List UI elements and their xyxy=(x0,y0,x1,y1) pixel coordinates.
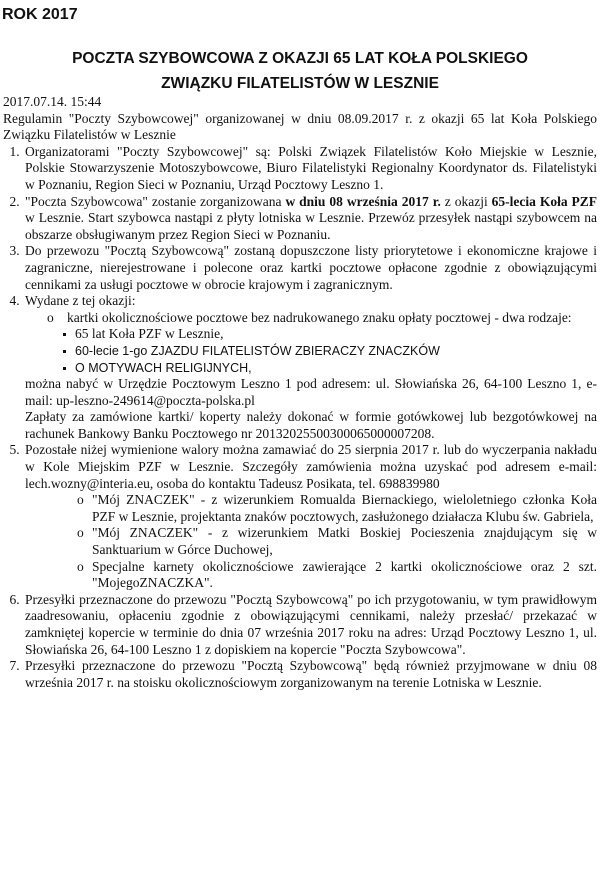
card-type-2: 60-lecie 1-go ZJAZDU FILATELISTÓW ZBIERACZY ZNACZKÓW xyxy=(63,343,597,360)
item-6-text: Przesyłki przeznaczone do przewozu "Pocztą Szybowcową" po ich przygotowaniu, w tym prawidłowym zaadresowaniu, opłaceniu zgodnie z obowiązującymi cennikami, należy przesłać/ przekazać w zamkniętej kopercie w terminie do dnia 07 września 2017 roku na adres: Urząd Pocztowy Leszno 1, ul. Słowiańska 26, 64-100 Leszno 1 z dopiskiem na kopercie "Poczta Szybowcowa". xyxy=(25,591,597,657)
card-type-3: O MOTYWACH RELIGIJNYCH, xyxy=(63,360,597,377)
item-1-text: Organizatorami "Poczty Szybowcowej" są: Polski Związek Filatelistów Koło Miejskie w Lesznie, Polskie Stowarzyszenie Motoszybowcowe, Biuro Filatelistyki Regionalny Koordynator ds. Filatelistyki w Poznaniu, Region Sieci w Poznaniu, Urząd Pocztowy Leszno 1. xyxy=(25,143,597,192)
list-item-6 xyxy=(23,592,597,658)
item-2-date: w dniu 08 września 2017 r. xyxy=(285,193,441,209)
intro-paragraph: Regulamin "Poczty Szybowcowej" organizowanej w dniu 08.09.2017 r. z okazji 65 lat Koła Polskiego Związku Filatelistów w Lesznie xyxy=(3,110,597,143)
year-heading: ROK 2017 xyxy=(2,6,78,23)
item-2-text-a: "Poczta Szybowcowa" zostanie zorganizowana xyxy=(25,193,286,209)
list-item-2 xyxy=(23,194,597,244)
list-item-3 xyxy=(23,243,597,293)
item-4-purchase-info: można nabyć w Urzędzie Pocztowym Leszno 1 pod adresem: ul. Słowiańska 26, 64-100 Leszno 1, e-mail: up-leszno-249614@poczta-polska.pl xyxy=(25,376,597,408)
item-4-payment-info: Zapłaty za zamówione kartki/ koperty należy dokonać w formie gotówkowej lub bezgotówkowej na rachunek Bankowy Banku Pocztowego nr 20132025500300065000007208. xyxy=(25,409,597,441)
list-item-1 xyxy=(23,144,597,194)
item-5-sub-2: o "Mój ZNACZEK" - z wizerunkiem Matki Boskiej Pocieszenia znajdującym się w Sanktuarium w Górce Duchowej, xyxy=(37,525,597,558)
list-item-4 xyxy=(23,293,597,442)
item-4-sublist xyxy=(25,310,597,327)
item-3-text: Do przewozu "Pocztą Szybowcową" zostaną dopuszczone listy priorytetowe i ekonomiczne krajowe i zagraniczne, nierejestrowane i polecone oraz kartki pocztowe opłacone zgodnie z obowiązującymi cennikami za usługi pocztowe w obrocie krajowym i zagranicznym. xyxy=(25,243,597,292)
card-types-list xyxy=(25,326,597,376)
item-2-anniversary: 65-lecia Koła PZF xyxy=(491,193,598,209)
list-item-7 xyxy=(23,658,597,691)
timestamp: 2017.07.14. 15:44 xyxy=(3,94,102,109)
regulations-list xyxy=(3,144,597,692)
article-body xyxy=(3,94,597,691)
item-5-sub-3: o Specjalne karnety okolicznościowe zawierające 2 kartki okolicznościowe oraz 2 szt. "MojegoZNACZKA". xyxy=(37,559,597,592)
item-2-text-e: w Lesznie. Start szybowca nastąpi z płyty lotniska w Lesznie. Przewóz przesyłek nastąpi szybowcem na obszarze obsługiwanym przez Region Sieci w Poznaniu. xyxy=(25,210,597,242)
title-line-2: ZWIĄZKU FILATELISTÓW W LESZNIE xyxy=(161,75,439,92)
title-line-1: POCZTA SZYBOWCOWA Z OKAZJI 65 LAT KOŁA POLSKIEGO xyxy=(72,50,528,67)
item-2-text-c: z okazji xyxy=(440,193,492,209)
article-title xyxy=(10,46,590,96)
list-item-5 xyxy=(23,442,597,591)
card-type-1: 65 lat Koła PZF w Lesznie, xyxy=(63,326,597,343)
item-4-lead: Wydane z tej okazji: xyxy=(25,293,136,309)
item-4-sub-text: o kartki okolicznościowe pocztowe bez nadrukowanego znaku opłaty pocztowej - dwa rodzaje: xyxy=(37,310,597,327)
item-5-text: Pozostałe niżej wymienione walory można zamawiać do 25 sierpnia 2017 r. lub do wyczerpania nakładu w Kole Miejskim PZF w Lesznie. Szczegóły zamówienia można uzyskać pod adresem e-mail: lech.wozny@interia.eu, osoba do kontaktu Tadeusz Posikata, tel. 698839980 xyxy=(25,442,597,491)
item-7-text: Przesyłki przeznaczone do przewozu "Pocztą Szybowcową" będą również przyjmowane w dniu 08 września 2017 r. na stoisku okolicznościowym zorganizowanym na terenie Lotniska w Lesznie. xyxy=(25,658,597,690)
item-5-sub-1: o "Mój ZNACZEK" - z wizerunkiem Romualda Biernackiego, wieloletniego członka Koła PZF w Lesznie, projektanta znaków pocztowych, zasłużonego działacza Klubu św. Gabriela, xyxy=(37,492,597,525)
item-5-sublist xyxy=(25,492,597,592)
